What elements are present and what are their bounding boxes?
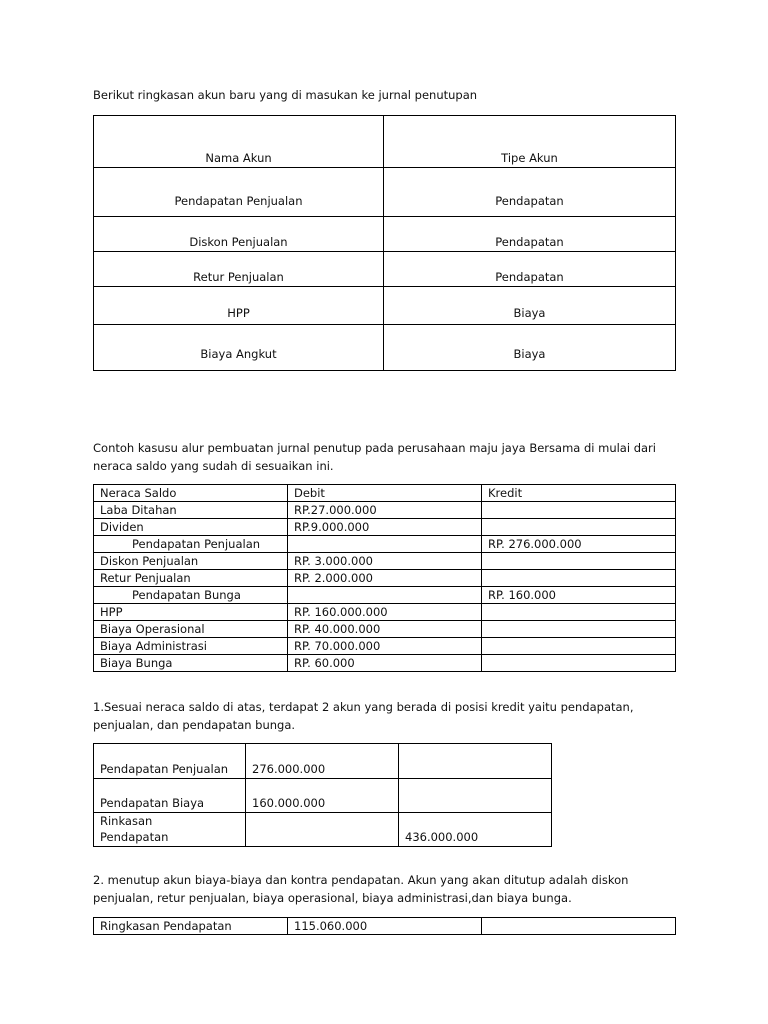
- header-nama-akun: Nama Akun: [94, 116, 384, 168]
- account-cell: Laba Ditahan: [94, 502, 288, 519]
- account-cell: Dividen: [94, 519, 288, 536]
- amount-cell: 115.060.000: [288, 918, 482, 935]
- debit-cell: RP. 60.000: [288, 655, 482, 672]
- table-row: [94, 519, 676, 536]
- amount-cell: [246, 813, 399, 847]
- table-row: [94, 217, 676, 252]
- table-row: [94, 604, 676, 621]
- account-name: HPP: [94, 287, 384, 325]
- credit-cell: [482, 621, 676, 638]
- step2-table: [93, 917, 676, 935]
- step1-text: [93, 698, 693, 734]
- account-cell: Rinkasan Pendapatan: [94, 813, 246, 847]
- table-row: [94, 655, 676, 672]
- account-cell: Biaya Operasional: [94, 621, 288, 638]
- header-debit: Debit: [288, 485, 482, 502]
- debit-cell: RP. 2.000.000: [288, 570, 482, 587]
- account-cell: Biaya Bunga: [94, 655, 288, 672]
- case-text-line2: neraca saldo yang sudah di sesuaikan ini.: [93, 459, 334, 473]
- account-cell: HPP: [94, 604, 288, 621]
- intro-text: Berikut ringkasan akun baru yang di masukan ke jurnal penutupan: [93, 88, 478, 102]
- step2-text-line2: penjualan, retur penjualan, biaya operasional, biaya administrasi,dan biaya bunga.: [93, 891, 572, 905]
- account-type: Biaya: [384, 325, 676, 371]
- credit-cell: [482, 604, 676, 621]
- account-cell: Biaya Administrasi: [94, 638, 288, 655]
- header-kredit: Kredit: [482, 485, 676, 502]
- case-text-line1: Contoh kasusu alur pembuatan jurnal penutup pada perusahaan maju jaya Bersama di mulai dari: [93, 441, 656, 455]
- table-row: [94, 813, 552, 847]
- table-row: [94, 621, 676, 638]
- step1-text-line1: 1.Sesuai neraca saldo di atas, terdapat 2 akun yang berada di posisi kredit yaitu pendapatan,: [93, 700, 634, 714]
- amount-cell: 276.000.000: [246, 744, 399, 779]
- step1-text-line2: penjualan, dan pendapatan bunga.: [93, 718, 296, 732]
- debit-cell: RP. 160.000.000: [288, 604, 482, 621]
- credit-cell: RP. 160.000: [482, 587, 676, 604]
- trial-balance-table: [93, 484, 676, 672]
- table-row: [94, 287, 676, 325]
- table-row: [94, 638, 676, 655]
- header-neraca-saldo: Neraca Saldo: [94, 485, 288, 502]
- debit-cell: RP. 70.000.000: [288, 638, 482, 655]
- total-cell: 436.000.000: [399, 813, 552, 847]
- account-cell: Ringkasan Pendapatan: [94, 918, 288, 935]
- case-text: [93, 439, 693, 475]
- table-row: [94, 744, 552, 779]
- account-name: Diskon Penjualan: [94, 217, 384, 252]
- table-header-row: [94, 116, 676, 168]
- account-type: Biaya: [384, 287, 676, 325]
- debit-cell: RP.9.000.000: [288, 519, 482, 536]
- account-cell: Pendapatan Penjualan: [94, 744, 246, 779]
- account-type: Pendapatan: [384, 252, 676, 287]
- account-name: Retur Penjualan: [94, 252, 384, 287]
- amount-cell: 160.000.000: [246, 779, 399, 813]
- account-cell: Retur Penjualan: [94, 570, 288, 587]
- debit-cell: [288, 587, 482, 604]
- table-row: [94, 553, 676, 570]
- table-row: [94, 502, 676, 519]
- table-row: [94, 587, 676, 604]
- header-tipe-akun: Tipe Akun: [384, 116, 676, 168]
- account-type: Pendapatan: [384, 217, 676, 252]
- account-name: Pendapatan Penjualan: [94, 168, 384, 217]
- credit-cell: [482, 638, 676, 655]
- debit-cell: RP. 3.000.000: [288, 553, 482, 570]
- total-cell: [482, 918, 676, 935]
- table-header-row: [94, 485, 676, 502]
- account-cell: Pendapatan Bunga: [94, 587, 288, 604]
- total-cell: [399, 779, 552, 813]
- credit-cell: [482, 570, 676, 587]
- debit-cell: RP.27.000.000: [288, 502, 482, 519]
- table-row: [94, 918, 676, 935]
- accounts-table: [93, 115, 676, 371]
- table-row: [94, 779, 552, 813]
- account-cell: Pendapatan Biaya: [94, 779, 246, 813]
- credit-cell: [482, 553, 676, 570]
- table-row: [94, 325, 676, 371]
- table-row: [94, 536, 676, 553]
- step2-text-line1: 2. menutup akun biaya-biaya dan kontra pendapatan. Akun yang akan ditutup adalah diskon: [93, 873, 629, 887]
- account-name: Biaya Angkut: [94, 325, 384, 371]
- credit-cell: [482, 655, 676, 672]
- account-cell: Diskon Penjualan: [94, 553, 288, 570]
- account-cell: Pendapatan Penjualan: [94, 536, 288, 553]
- total-cell: [399, 744, 552, 779]
- step1-table: [93, 743, 552, 847]
- table-row: [94, 168, 676, 217]
- table-row: [94, 252, 676, 287]
- step2-text: [93, 871, 693, 907]
- debit-cell: RP. 40.000.000: [288, 621, 482, 638]
- debit-cell: [288, 536, 482, 553]
- table-row: [94, 570, 676, 587]
- credit-cell: [482, 519, 676, 536]
- credit-cell: RP. 276.000.000: [482, 536, 676, 553]
- account-type: Pendapatan: [384, 168, 676, 217]
- credit-cell: [482, 502, 676, 519]
